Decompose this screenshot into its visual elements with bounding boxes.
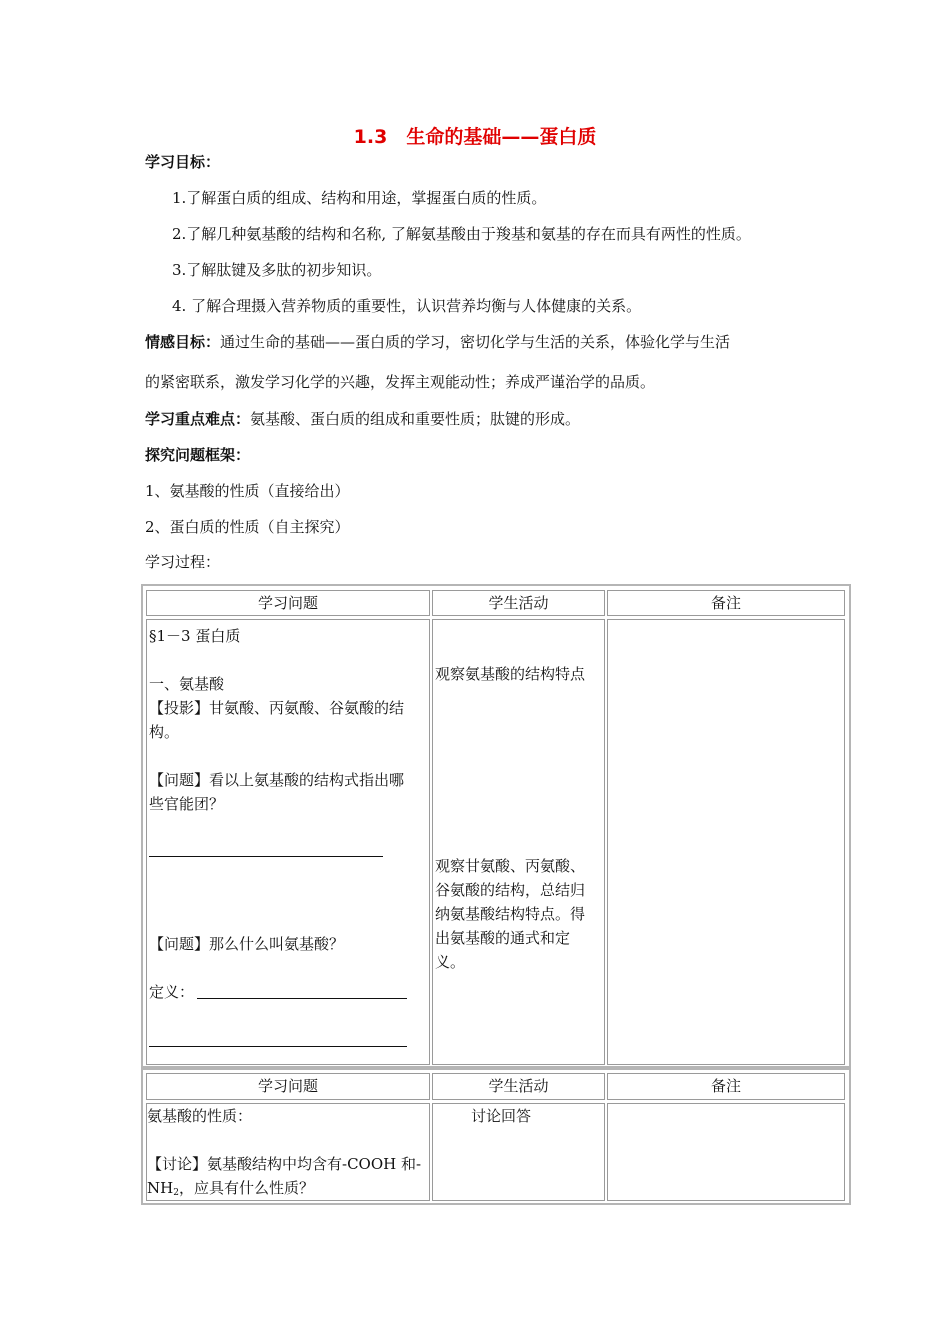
question-line bbox=[147, 1176, 314, 1205]
activity-text: 观察甘氨酸、丙氨酸、 bbox=[435, 857, 586, 875]
framework-heading: 探究问题框架： bbox=[145, 446, 251, 464]
definition-blank-line bbox=[197, 998, 407, 999]
formula-subscript: 2 bbox=[173, 1188, 179, 1198]
answer-blank-line bbox=[149, 856, 383, 857]
emotion-line-1 bbox=[145, 332, 730, 352]
header-notes: 备注 bbox=[607, 1073, 845, 1100]
emotion-heading: 情感目标： bbox=[145, 333, 221, 351]
answer-blank-line bbox=[149, 1046, 407, 1047]
objective-item: 2.了解几种氨基酸的结构和名称, 了解氨基酸由于羧基和氨基的存在而具有两性的性质。 bbox=[172, 225, 751, 243]
question-line: 【问题】看以上氨基酸的结构式指出哪 bbox=[149, 771, 405, 789]
activity-text: 义。 bbox=[435, 953, 466, 971]
activity-text: 出氨基酸的通式和定 bbox=[435, 929, 571, 947]
notes-cell bbox=[607, 1103, 845, 1201]
activity-text: 讨论回答 bbox=[471, 1107, 532, 1125]
objective-item: 4. 了解合理摄入营养物质的重要性，认识营养均衡与人体健康的关系。 bbox=[172, 297, 642, 315]
question-rest: ，应具有什么性质？ bbox=[178, 1179, 314, 1197]
header-study-question: 学习问题 bbox=[146, 590, 430, 616]
question-cell bbox=[146, 1103, 430, 1201]
formula-nh: NH bbox=[147, 1179, 174, 1197]
activity-cell bbox=[432, 619, 605, 1065]
section-title: §1－3 蛋白质 bbox=[149, 627, 241, 645]
notes-cell bbox=[607, 619, 845, 1065]
activity-text: 谷氨酸的结构，总结归 bbox=[435, 881, 586, 899]
study-table-2 bbox=[141, 1068, 851, 1205]
keypoints-heading: 学习重点难点： bbox=[145, 410, 251, 428]
process-label: 学习过程： bbox=[145, 553, 221, 571]
subsection-title: 一、氨基酸 bbox=[149, 675, 225, 693]
emotion-text-2: 的紧密联系，激发学习化学的兴趣，发挥主观能动性；养成严谨治学的品质。 bbox=[145, 373, 656, 391]
emotion-text-1: 通过生命的基础——蛋白质的学习，密切化学与生活的关系，体验化学与生活 bbox=[220, 333, 731, 351]
activity-text: 纳氨基酸结构特点。得 bbox=[435, 905, 586, 923]
question-line: 些官能团？ bbox=[149, 795, 225, 813]
objectives-heading: 学习目标： bbox=[145, 153, 221, 171]
question-line: 氨基酸的性质： bbox=[147, 1107, 253, 1125]
header-student-activity: 学生活动 bbox=[432, 590, 605, 616]
question-line: 【投影】甘氨酸、丙氨酸、谷氨酸的结 bbox=[149, 699, 405, 717]
study-table-1 bbox=[141, 584, 851, 1068]
keypoints-line bbox=[145, 409, 580, 429]
page-title: 1.3 生命的基础——蛋白质 bbox=[353, 126, 597, 148]
header-study-question: 学习问题 bbox=[146, 1073, 430, 1100]
objective-item: 3.了解肽键及多肽的初步知识。 bbox=[172, 261, 382, 279]
framework-item: 1、氨基酸的性质（直接给出） bbox=[145, 482, 350, 500]
question-line: 构。 bbox=[149, 723, 180, 741]
activity-text: 观察氨基酸的结构特点 bbox=[435, 665, 586, 683]
objective-item: 1.了解蛋白质的组成、结构和用途，掌握蛋白质的性质。 bbox=[172, 189, 547, 207]
activity-cell bbox=[432, 1103, 605, 1201]
header-student-activity: 学生活动 bbox=[432, 1073, 605, 1100]
question-cell bbox=[146, 619, 430, 1065]
question-line: 【讨论】氨基酸结构中均含有-COOH 和- bbox=[147, 1155, 422, 1173]
keypoints-text: 氨基酸、蛋白质的组成和重要性质；肽键的形成。 bbox=[250, 410, 581, 428]
header-notes: 备注 bbox=[607, 590, 845, 616]
definition-label: 定义： bbox=[149, 983, 195, 1001]
framework-item: 2、蛋白质的性质（自主探究） bbox=[145, 518, 350, 536]
question-line: 【问题】那么什么叫氨基酸？ bbox=[149, 935, 345, 953]
